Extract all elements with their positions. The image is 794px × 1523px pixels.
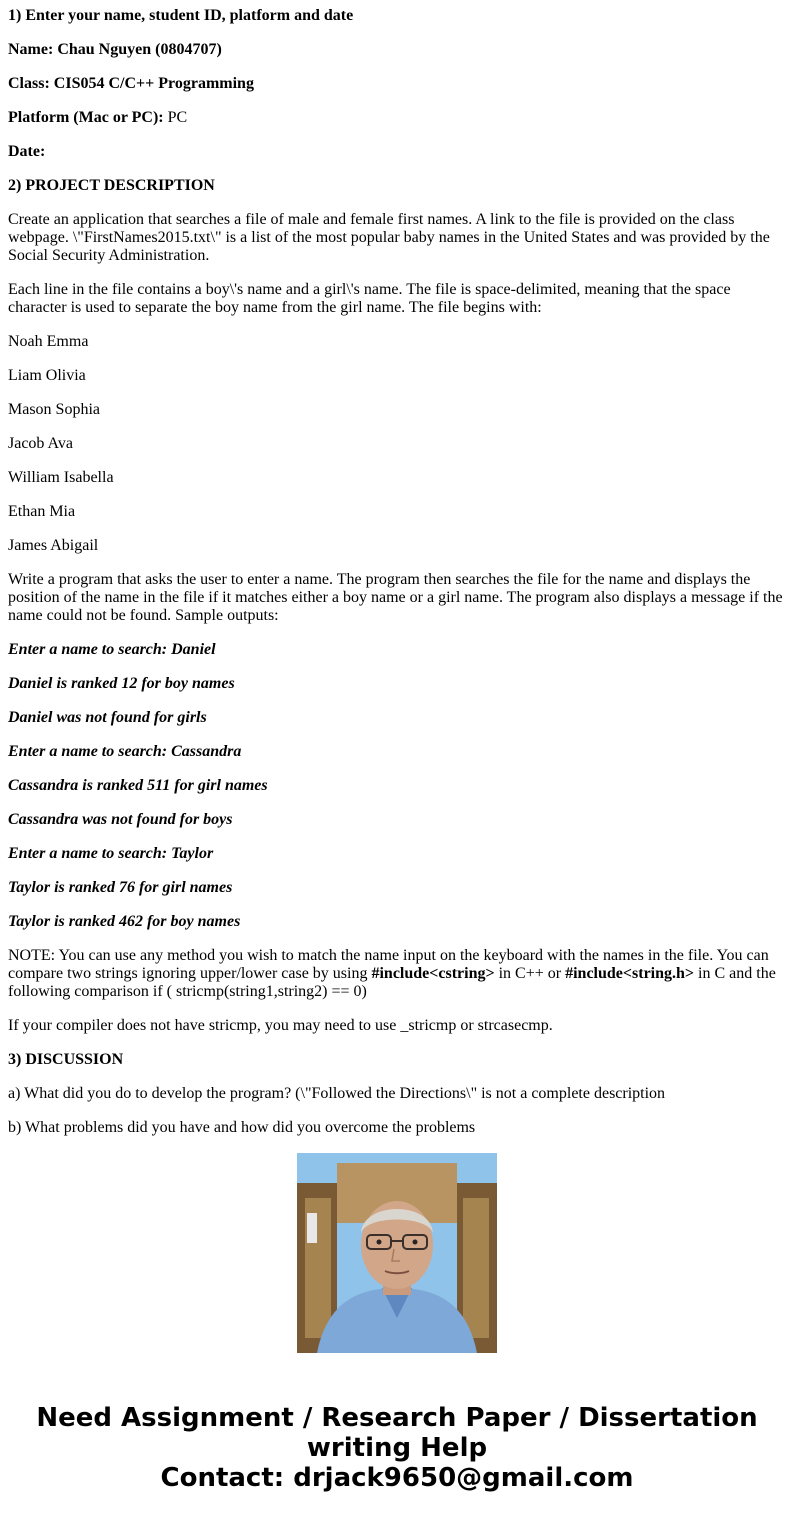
- class-line: Class: CIS054 C/C++ Programming: [8, 75, 254, 92]
- discussion-question-b: b) What problems did you have and how did you overcome the problems: [8, 1119, 476, 1136]
- name-line: Ethan Mia: [8, 503, 76, 520]
- discussion-question-a: a) What did you do to develop the program? (\"Followed the Directions\" is not a complete description: [8, 1085, 666, 1102]
- sample-output-line: Daniel is ranked 12 for boy names: [8, 675, 235, 692]
- description-paragraph-1: Create an application that searches a file of male and female first names. A link to the file is provided on the class webpage. \"FirstNames2015.txt\" is a list of the most popular baby names in the United States and was provided by the Social Security Administration.: [8, 211, 770, 264]
- avatar: [297, 1153, 497, 1353]
- name-line: Noah Emma: [8, 333, 89, 350]
- name-line: James Abigail: [8, 537, 99, 554]
- sample-output-line: Cassandra is ranked 511 for girl names: [8, 777, 268, 794]
- platform-label: Platform (Mac or PC):: [8, 109, 164, 126]
- name-line: Jacob Ava: [8, 435, 74, 452]
- name-line: Liam Olivia: [8, 367, 86, 384]
- section-3-heading: 3) DISCUSSION: [8, 1051, 124, 1068]
- footer-line-1: Need Assignment / Research Paper / Dissertation: [36, 1403, 758, 1433]
- description-paragraph-3: Write a program that asks the user to enter a name. The program then searches the file for the name and displays the position of the name in the file if it matches either a boy name or a girl name. The program also displays a message if the name could not be found. Sample outputs:: [8, 571, 783, 624]
- section-2-heading: 2) PROJECT DESCRIPTION: [8, 177, 215, 194]
- sample-output-line: Enter a name to search: Cassandra: [8, 743, 242, 760]
- footer-contact-banner: [0, 1403, 794, 1493]
- footer-line-2: writing Help: [306, 1433, 488, 1463]
- sample-output-line: Cassandra was not found for boys: [8, 811, 233, 828]
- platform-value: PC: [163, 109, 188, 126]
- sample-output-line: Enter a name to search: Taylor: [8, 845, 214, 862]
- section-1-heading: 1) Enter your name, student ID, platform and date: [8, 7, 354, 24]
- note-paragraph: NOTE: You can use any method you wish to match the name input on the keyboard with the names in the file. You can compare two strings ignoring upper/lower case by using #include<cstring> in C++ or #include<string.h> in C and the following comparison if ( stricmp(string1,string2) == 0): [8, 947, 776, 1000]
- sample-output-line: Taylor is ranked 76 for girl names: [8, 879, 233, 896]
- platform-line: [8, 109, 786, 127]
- name-line: Mason Sophia: [8, 401, 100, 418]
- cstring-include: #include<cstring>: [371, 965, 495, 982]
- name-line: William Isabella: [8, 469, 114, 486]
- description-paragraph-2: Each line in the file contains a boy\'s name and a girl\'s name. The file is space-delimited, meaning that the space character is used to separate the boy name from the girl name. The file begins with:: [8, 281, 731, 316]
- compiler-paragraph: If your compiler does not have stricmp, you may need to use _stricmp or strcasecmp.: [8, 1017, 553, 1034]
- document-body: [8, 0, 786, 1136]
- stringh-include: #include<string.h>: [565, 965, 695, 982]
- avatar-portrait: [297, 1153, 497, 1353]
- sample-output-line: Daniel was not found for girls: [8, 709, 207, 726]
- sample-output-line: Taylor is ranked 462 for boy names: [8, 913, 241, 930]
- student-name: Name: Chau Nguyen (0804707): [8, 41, 222, 58]
- footer-contact-email: Contact: drjack9650@gmail.com: [160, 1463, 634, 1493]
- sample-output-line: Enter a name to search: Daniel: [8, 641, 216, 658]
- date-line: Date:: [8, 143, 46, 160]
